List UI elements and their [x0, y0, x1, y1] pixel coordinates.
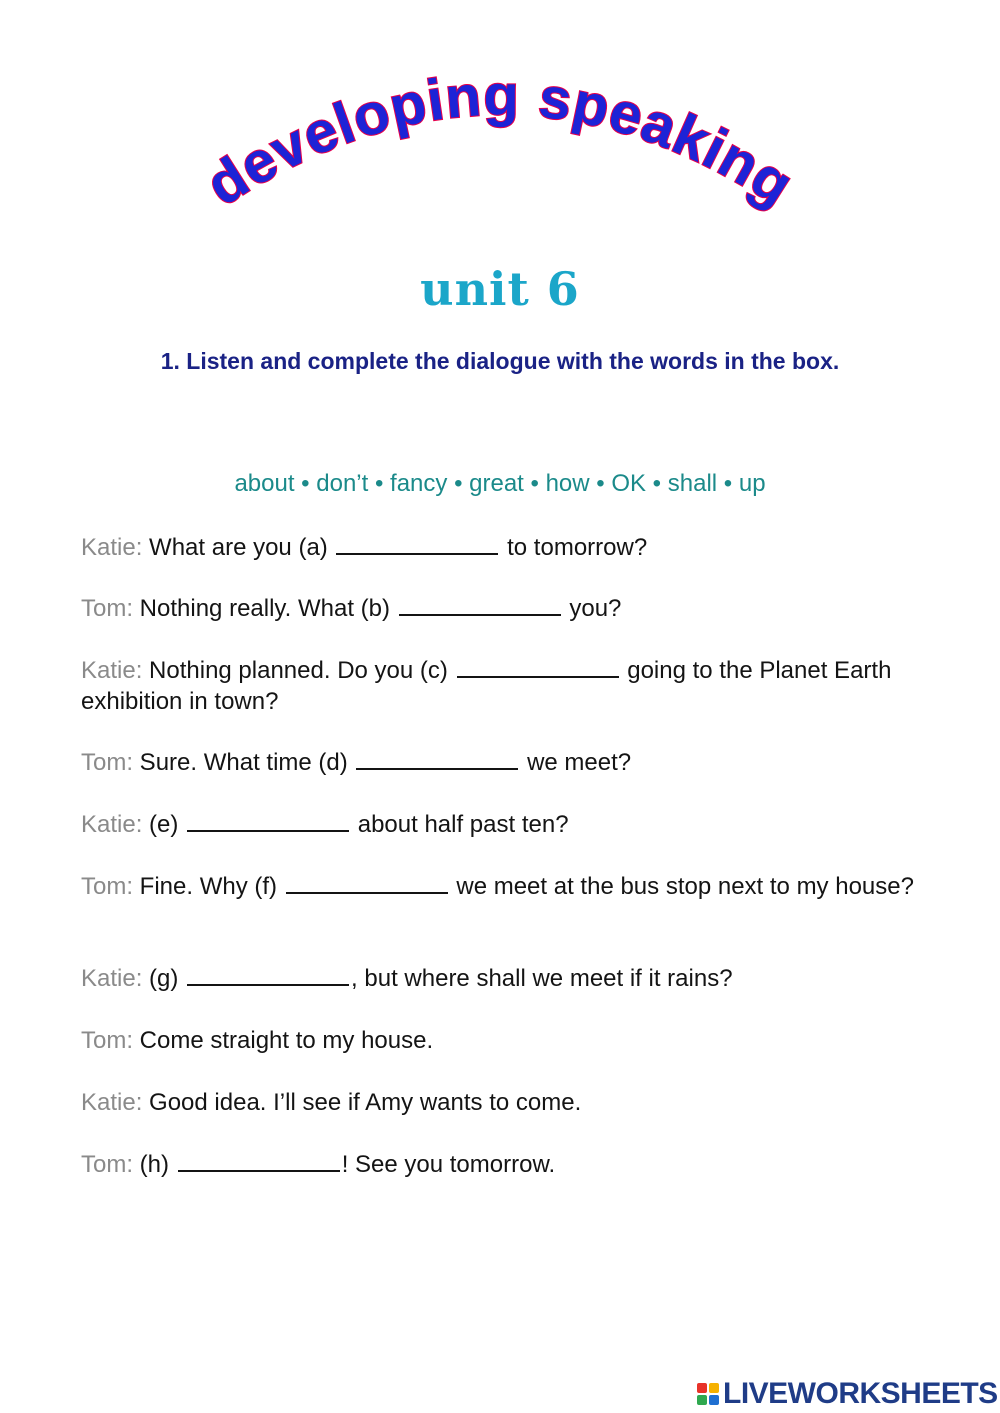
line-text: you?	[562, 595, 622, 622]
speaker-label: Tom:	[81, 595, 134, 622]
line-text: ! See you tomorrow.	[341, 1151, 556, 1178]
svg-text:developing speaking	[195, 63, 805, 218]
speaker-label: Tom:	[81, 873, 134, 900]
speaker-label: Katie:	[81, 965, 143, 992]
line-text: , but where shall we meet if it rains?	[351, 965, 733, 992]
logo-square	[697, 1395, 707, 1405]
line-text: Nothing planned. Do you (c)	[142, 657, 455, 684]
line-text: Sure. What time (d)	[133, 749, 355, 776]
dialogue-line-8	[81, 1087, 921, 1118]
speaker-label: Katie:	[81, 1089, 143, 1116]
line-text: What are you (a)	[142, 534, 335, 561]
line-text: Fine. Why (f)	[133, 873, 284, 900]
dialogue-line-d	[81, 747, 921, 778]
line-text: Good idea. I’ll see if Amy wants to come.	[142, 1089, 582, 1116]
dialogue-line-e	[81, 809, 921, 840]
dialogue-line-h	[81, 1149, 921, 1180]
answer-blank-a[interactable]	[336, 533, 498, 555]
wordart-title	[0, 40, 1000, 230]
dialogue-line-b	[81, 593, 921, 624]
logo-square	[709, 1383, 719, 1393]
word-box: about • don’t • fancy • great • how • OK • shall • up	[234, 470, 766, 497]
speaker-label: Katie:	[81, 534, 143, 561]
line-text: about half past ten?	[351, 811, 569, 838]
line-text: Come straight to my house.	[133, 1027, 434, 1054]
answer-blank-f[interactable]	[286, 872, 448, 894]
instruction-text: 1. Listen and complete the dialogue with the words in the box.	[160, 348, 840, 374]
dialogue-line-f	[81, 871, 921, 902]
line-text: (e)	[142, 811, 186, 838]
answer-blank-h[interactable]	[178, 1150, 340, 1172]
answer-blank-b[interactable]	[399, 594, 561, 616]
line-text: (h)	[133, 1151, 176, 1178]
answer-blank-e[interactable]	[187, 810, 349, 832]
logo-square	[697, 1383, 707, 1393]
speaker-label: Tom:	[81, 1151, 134, 1178]
answer-blank-g[interactable]	[187, 964, 349, 986]
logo-square	[709, 1395, 719, 1405]
line-text: to tomorrow?	[500, 534, 648, 561]
dialogue-line-g	[81, 963, 921, 994]
dialogue-line-c	[81, 655, 921, 717]
speaker-label: Tom:	[81, 749, 134, 776]
speaker-label: Katie:	[81, 811, 143, 838]
line-text: Nothing really. What (b)	[133, 595, 397, 622]
logo-text: LIVEWORKSHEETS	[723, 1377, 998, 1410]
dialogue-line-a	[81, 532, 921, 563]
wordart-title-text: developing speaking	[195, 62, 805, 219]
answer-blank-c[interactable]	[457, 656, 619, 678]
logo-squares-icon	[697, 1383, 719, 1405]
dialogue-line-7	[81, 1025, 921, 1056]
line-text: we meet at the bus stop next to my house?	[449, 873, 914, 900]
speaker-label: Katie:	[81, 657, 143, 684]
answer-blank-d[interactable]	[356, 748, 518, 770]
liveworksheets-logo	[697, 1376, 998, 1412]
line-text: going to the Planet Earth exhibition in town?	[81, 657, 892, 715]
speaker-label: Tom:	[81, 1027, 134, 1054]
line-text: (g)	[142, 965, 186, 992]
unit-title: unit 6	[420, 262, 580, 316]
line-text: we meet?	[520, 749, 632, 776]
